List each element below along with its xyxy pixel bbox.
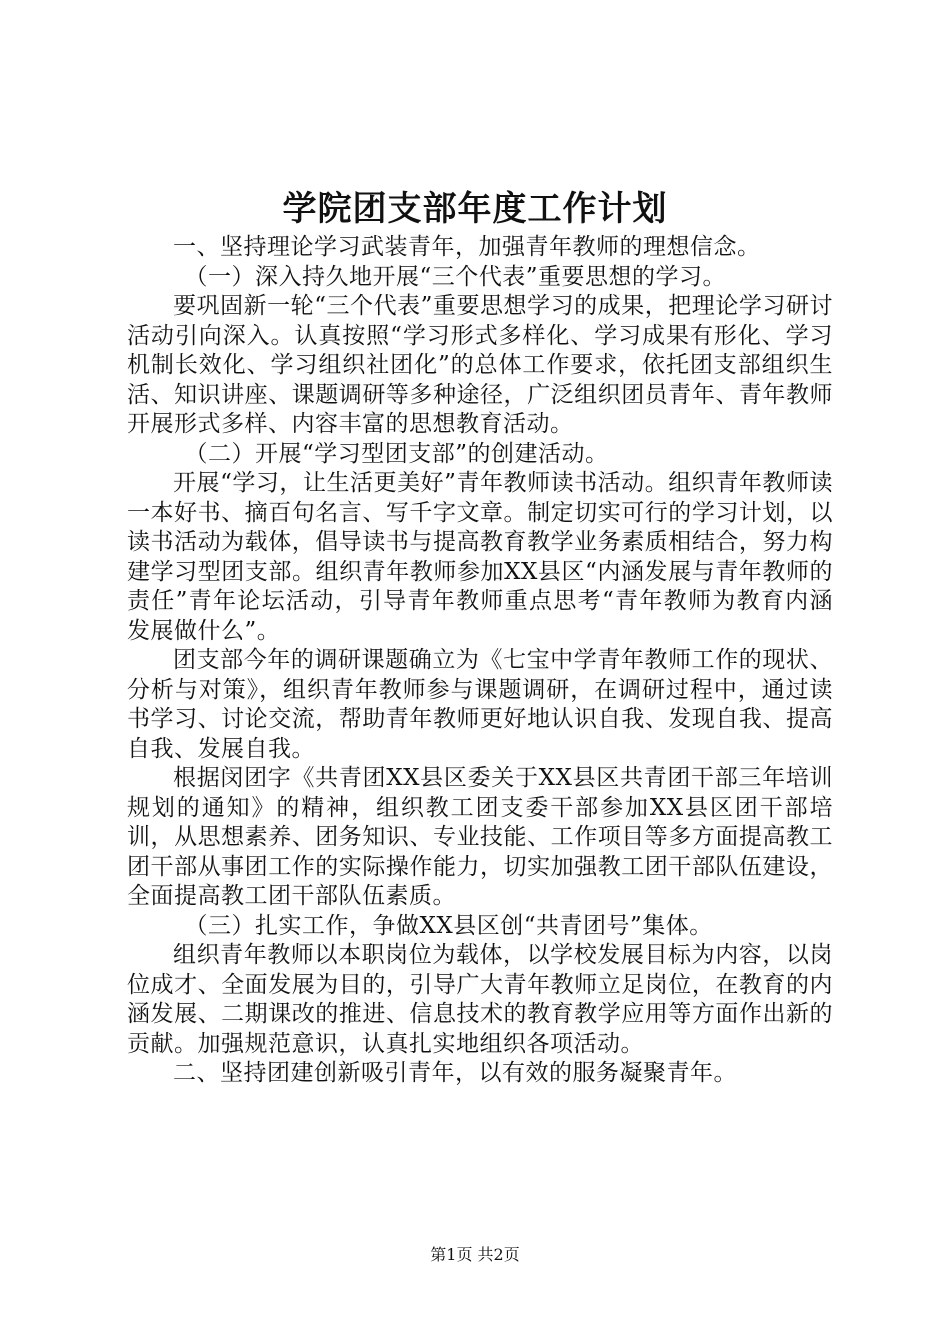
body-paragraph: 开展“学习，让生活更美好”青年教师读书活动。组织青年教师读一本好书、摘百句名言、写千字文章。制定切实可行的学习计划，以读书活动为载体，倡导读书与提高教育教学业务素质相结合，努力构建学习型团支部。组织青年教师参加XX县区“内涵发展与青年教师的责任”青年论坛活动，引导青年教师重点思考“青年教师为教育内涵发展做什么”。 [127, 470, 833, 644]
body-paragraph: 团支部今年的调研课题确立为《七宝中学青年教师工作的现状、分析与对策》，组织青年教师参与课题调研，在调研过程中，通过读书学习、讨论交流，帮助青年教师更好地认识自我、发现自我、提高自我、发展自我。 [127, 647, 833, 762]
subsection-heading: （三）扎实工作，争做XX县区创“共青团号”集体。 [184, 912, 713, 939]
page-number: 第1页 共2页 [430, 1245, 520, 1264]
body-paragraph: 要巩固新一轮“三个代表”重要思想学习的成果，把理论学习研讨活动引向深入。认真按照“学习形式多样化、学习成果有形化、学习机制长效化、学习组织社团化”的总体工作要求，依托团支部组织生活、知识讲座、课题调研等多种途径，广泛组织团员青年、青年教师开展形式多样、内容丰富的思想教育活动。 [127, 293, 833, 437]
section-heading: 二、坚持团建创新吸引青年，以有效的服务凝聚青年。 [173, 1060, 737, 1086]
document-title: 学院团支部年度工作计划 [282, 189, 668, 229]
document-body [127, 233, 833, 1089]
body-paragraph: 根据闵团字《共青团XX县区委关于XX县区共青团干部三年培训规划的通知》的精神，组织教工团支委干部参加XX县区团干部培训，从思想素养、团务知识、专业技能、工作项目等多方面提高教工团干部从事团工作的实际操作能力，切实加强教工团干部队伍建设，全面提高教工团干部队伍素质。 [127, 765, 833, 909]
body-paragraph: 组织青年教师以本职岗位为载体，以学校发展目标为内容，以岗位成才、全面发展为目的，引导广大青年教师立足岗位，在教育的内涵发展、二期课改的推进、信息技术的教育教学应用等方面作出新的贡献。加强规范意识，认真扎实地组织各项活动。 [127, 942, 833, 1057]
subsection-heading: （二）开展“学习型团支部”的创建活动。 [184, 440, 609, 467]
section-heading: 一、坚持理论学习武装青年，加强青年教师的理想信念。 [173, 234, 761, 260]
subsection-heading: （一）深入持久地开展“三个代表”重要思想的学习。 [184, 263, 727, 290]
